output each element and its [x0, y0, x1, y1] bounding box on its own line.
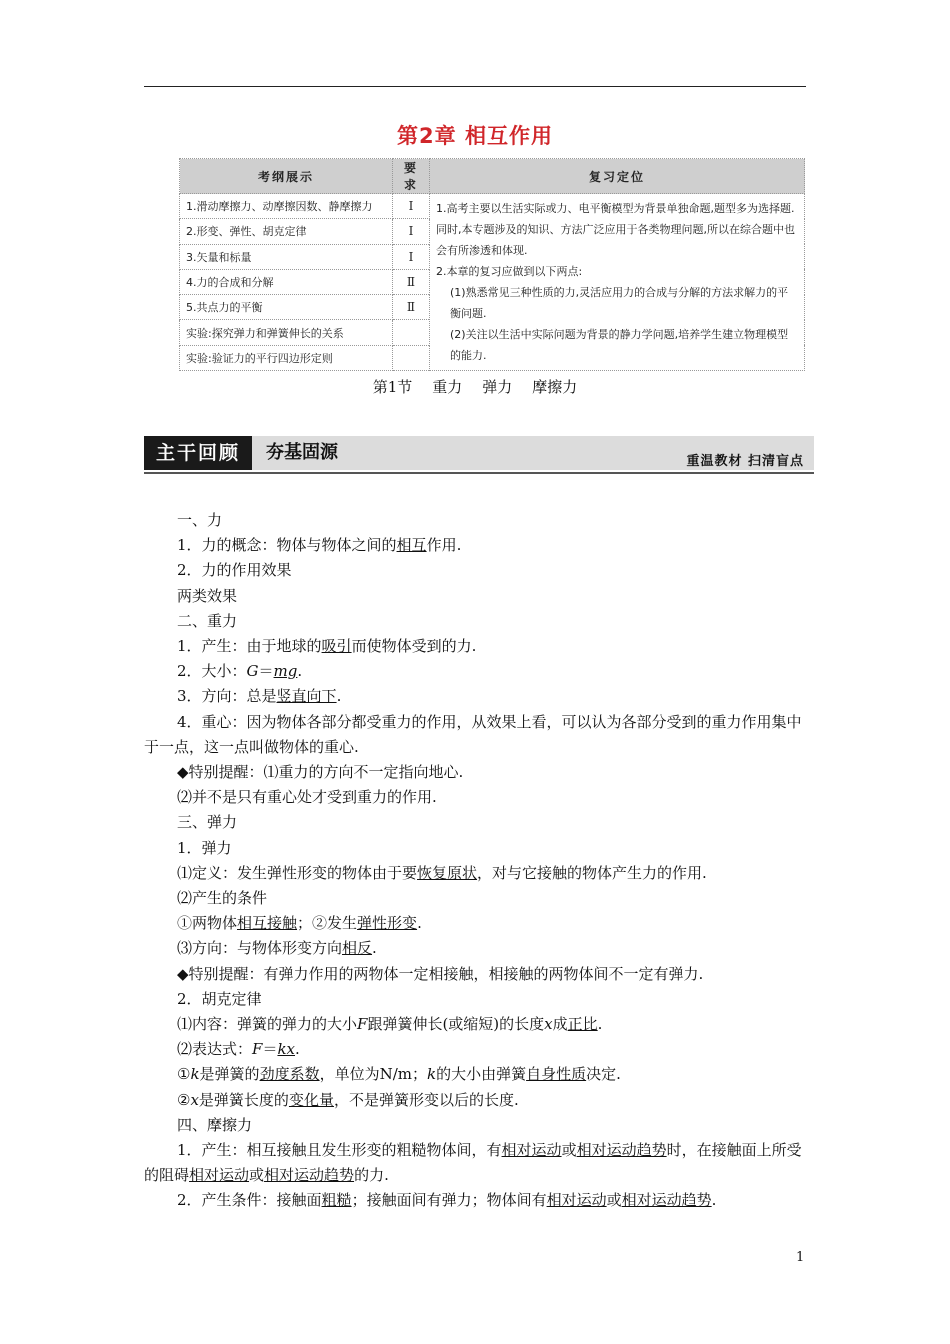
header-requirement: 要求 [393, 159, 430, 194]
text-line: ◆特别提醒：有弹力作用的两物体一定相接触，相接触的两物体间不一定有弹力. [177, 964, 704, 983]
section-title [0, 376, 950, 397]
chapter-title: 第2章 相互作用 [397, 124, 553, 148]
text-line: ⑴内容：弹簧的弹力的大小F跟弹簧伸长(或缩短)的长度x成正比. [177, 1015, 603, 1034]
text-line: ①两物体相互接触；②发生弹性形变. [177, 914, 422, 933]
header-rule [144, 86, 806, 87]
section-topic: 弹力 [482, 378, 513, 396]
text-line: ①k是弹簧的劲度系数，单位为N/m；k的大小由弹簧自身性质决定. [177, 1065, 621, 1084]
text-line: ⑵表达式：F＝kx. [177, 1040, 300, 1059]
position-text: (1)熟悉常见三种性质的力,灵活应用力的合成与分解的方法求解力的平衡问题. [450, 286, 789, 320]
header-position: 复习定位 [430, 159, 805, 194]
text-line: ⑵产生的条件 [177, 889, 268, 908]
requirement-cell: Ⅰ [393, 219, 430, 244]
text-line: 2．产生条件：接触面粗糙；接触面间有弹力；物体间有相对运动或相对运动趋势. [177, 1191, 717, 1210]
text-line: 四、摩擦力 [177, 1115, 253, 1134]
position-text: 2.本章的复习应做到以下两点: [436, 265, 583, 278]
section-topic: 摩擦力 [532, 378, 578, 396]
syllabus-table [179, 158, 805, 371]
banner-subtitle: 夯基固源 [266, 442, 338, 463]
position-cell [430, 194, 805, 371]
text-line: 1．产生：相互接触且发生形变的粗糙物体间，有相对运动或相对运动趋势时，在接触面上所受的阻碍相对运动或相对运动趋势的力. [144, 1141, 802, 1185]
review-banner [144, 436, 814, 474]
table-row [180, 194, 805, 219]
banner-right-text: 重温教材 扫清盲点 [686, 454, 804, 469]
text-line: 3．方向：总是竖直向下. [177, 687, 342, 706]
syllabus-header-row [180, 159, 805, 194]
topic-cell: 1.滑动摩擦力、动摩擦因数、静摩擦力 [180, 194, 393, 219]
header-topics: 考纲展示 [180, 159, 393, 194]
text-line: 4．重心：因为物体各部分都受重力的作用，从效果上看，可以认为各部分受到的重力作用集中于一点，这一点叫做物体的重心. [144, 712, 802, 756]
text-line: 2．胡克定律 [177, 989, 262, 1008]
banner-rule [144, 472, 814, 474]
text-line: ⑶方向：与物体形变方向相反. [177, 939, 377, 958]
requirement-cell: Ⅱ [393, 269, 430, 294]
topic-cell: 3.矢量和标量 [180, 244, 393, 269]
position-text: (2)关注以生活中实际问题为背景的静力学问题,培养学生建立物理模型的能力. [450, 328, 789, 362]
text-line: 两类效果 [177, 586, 238, 605]
topic-cell: 5.共点力的平衡 [180, 295, 393, 320]
text-line: ⑵并不是只有重心处才受到重力的作用. [177, 788, 437, 807]
topic-cell: 2.形变、弹性、胡克定律 [180, 219, 393, 244]
text-line: 1．力的概念：物体与物体之间的相互作用. [177, 536, 462, 555]
topic-cell: 实验:验证力的平行四边形定则 [180, 345, 393, 370]
main-content [144, 508, 812, 1214]
requirement-cell [393, 320, 430, 345]
text-line: 1．产生：由于地球的吸引而使物体受到的力. [177, 637, 477, 656]
text-line: 三、弹力 [177, 813, 238, 832]
text-line: 2．大小：G＝mg. [177, 662, 303, 681]
text-line: ◆特别提醒：⑴重力的方向不一定指向地心. [177, 763, 464, 782]
section-topic: 重力 [432, 378, 463, 396]
text-line: 2．力的作用效果 [177, 561, 292, 580]
text-line: ⑴定义：发生弹性形变的物体由于要恢复原状，对与它接触的物体产生力的作用. [177, 863, 707, 882]
text-line: ②x是弹簧长度的变化量，不是弹簧形变以后的长度. [177, 1090, 519, 1109]
banner-label: 主干回顾 [144, 436, 252, 470]
requirement-cell [393, 345, 430, 370]
requirement-cell: Ⅰ [393, 244, 430, 269]
text-line: 1．弹力 [177, 838, 232, 857]
requirement-cell: Ⅱ [393, 295, 430, 320]
section-number: 第1节 [372, 378, 413, 396]
topic-cell: 4.力的合成和分解 [180, 269, 393, 294]
text-line: 一、力 [177, 511, 223, 529]
topic-cell: 实验:探究弹力和弹簧伸长的关系 [180, 320, 393, 345]
page-number: 1 [796, 1250, 805, 1265]
requirement-cell: Ⅰ [393, 194, 430, 219]
text-line: 二、重力 [177, 611, 238, 630]
position-text: 1.高考主要以生活实际或力、电平衡模型为背景单独命题,题型多为选择题.同时,本专题涉及的知识、方法广泛应用于各类物理问题,所以在综合题中也会有所渗透和体现. [436, 202, 795, 257]
